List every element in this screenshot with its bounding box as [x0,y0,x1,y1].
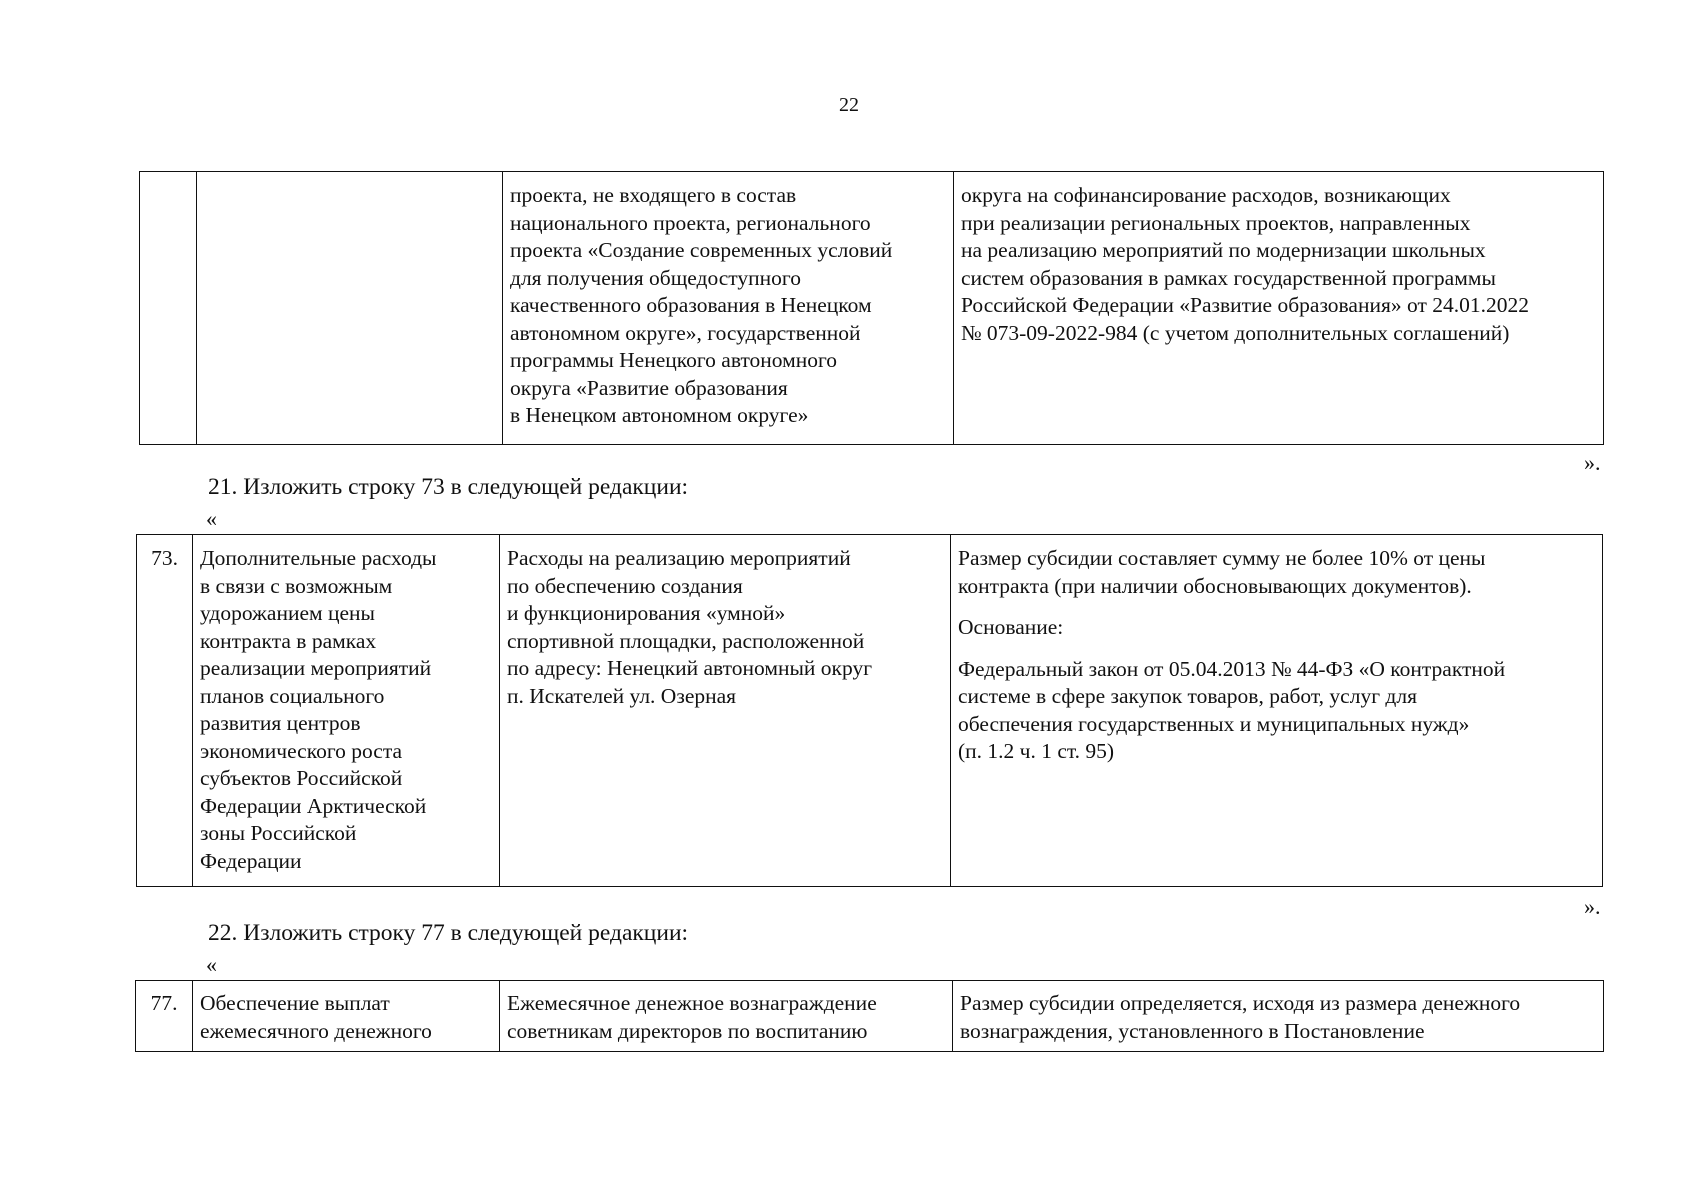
text-line: Размер субсидии составляет сумму не более 10% от цены [958,546,1486,570]
text-line: Ежемесячное денежное вознаграждение [507,991,877,1015]
text-line: по адресу: Ненецкий автономный округ [507,656,873,680]
table-row-77 [135,980,1604,1052]
condition-paragraph [958,614,1596,642]
instruction-item-21: 21. Изложить строку 73 в следующей редакции: [208,474,689,500]
cell-name [193,981,500,1052]
text-line: контракта в рамках [200,628,377,653]
closing-quote: ». [1584,894,1601,919]
cell-name [197,172,503,445]
text-line: советникам директоров по воспитанию [507,1018,868,1043]
text-line: развития центров [200,711,361,735]
text-line: на реализацию мероприятий по модернизации школьных [961,238,1486,262]
text-line: автономном округе», государственной [510,320,861,345]
text-line: спортивной площадки, расположенной [507,628,865,653]
text-line: по обеспечению создания [507,573,743,598]
text-line: п. Искателей ул. Озерная [507,683,737,708]
cell-number [140,172,197,445]
table-row [136,981,1604,1052]
text-line: округа на софинансирование расходов, возникающих [961,183,1451,207]
opening-quote: « [206,952,217,977]
instruction-item-22: 22. Изложить строку 77 в следующей редакции: [208,920,689,946]
text-line: в Ненецком автономном округе» [510,403,809,427]
cell-purpose [503,172,954,445]
text-line: в связи с возможным [200,573,393,598]
closing-quote: ». [1584,450,1601,475]
text-line: Российской Федерации «Развитие образования» от 24.01.2022 [961,293,1529,317]
text-line: качественного образования в Ненецком [510,293,872,317]
text-line: Дополнительные расходы [200,546,437,570]
text-line: обеспечения государственных и муниципальных нужд» [958,711,1470,736]
text-line: № 073-09-2022-984 (с учетом дополнительных соглашений) [961,320,1510,345]
text-line: вознаграждения, установленного в Постановление [960,1018,1425,1043]
cell-condition [953,981,1604,1052]
text-line: субъектов Российской [200,766,403,790]
text-line: планов социального [200,683,385,708]
text-line: при реализации региональных проектов, направленных [961,210,1471,235]
cell-purpose [500,981,953,1052]
text-line: округа «Развитие образования [510,375,788,400]
cell-number: 77. [136,981,193,1052]
table-row [140,172,1604,445]
text-line: Размер субсидии определяется, исходя из размера денежного [960,991,1521,1015]
text-line: Федерации Арктической [200,793,427,818]
text-line: ежемесячного денежного [200,1018,432,1043]
text-line: для получения общедоступного [510,265,801,290]
text-line: программы Ненецкого автономного [510,348,838,372]
text-line: проекта «Создание современных условий [510,238,893,262]
text-line: зоны Российской [200,821,357,845]
cell-condition [951,535,1603,887]
text-line: Федерации [200,848,302,873]
condition-paragraph [958,656,1596,766]
text-line: системе в сфере закупок товаров, работ, услуг для [958,684,1417,708]
text-line: контракта (при наличии обосновывающих документов). [958,573,1472,598]
text-line: и функционирования «умной» [507,601,786,625]
table-row-73 [136,534,1603,887]
text-line: Федеральный закон от 05.04.2013 № 44-ФЗ «О контрактной [958,656,1506,681]
text-line: Обеспечение выплат [200,991,390,1015]
table-continuation [139,171,1604,445]
table-row [137,535,1603,887]
condition-paragraph [958,545,1596,600]
text-line: реализации мероприятий [200,656,432,680]
text-line: систем образования в рамках государственной программы [961,265,1496,290]
cell-purpose [500,535,951,887]
cell-name [193,535,500,887]
text-line: проекта, не входящего в состав [510,183,797,207]
text-line: экономического роста [200,738,403,763]
cell-number: 73. [137,535,193,887]
cell-condition [954,172,1604,445]
page-number: 22 [839,94,859,116]
text-line: Расходы на реализацию мероприятий [507,546,851,570]
text-line: Основание: [958,615,1064,639]
text-line: удорожанием цены [200,601,375,625]
text-line: национального проекта, регионального [510,210,871,235]
opening-quote: « [206,506,217,531]
text-line: (п. 1.2 ч. 1 ст. 95) [958,739,1115,763]
